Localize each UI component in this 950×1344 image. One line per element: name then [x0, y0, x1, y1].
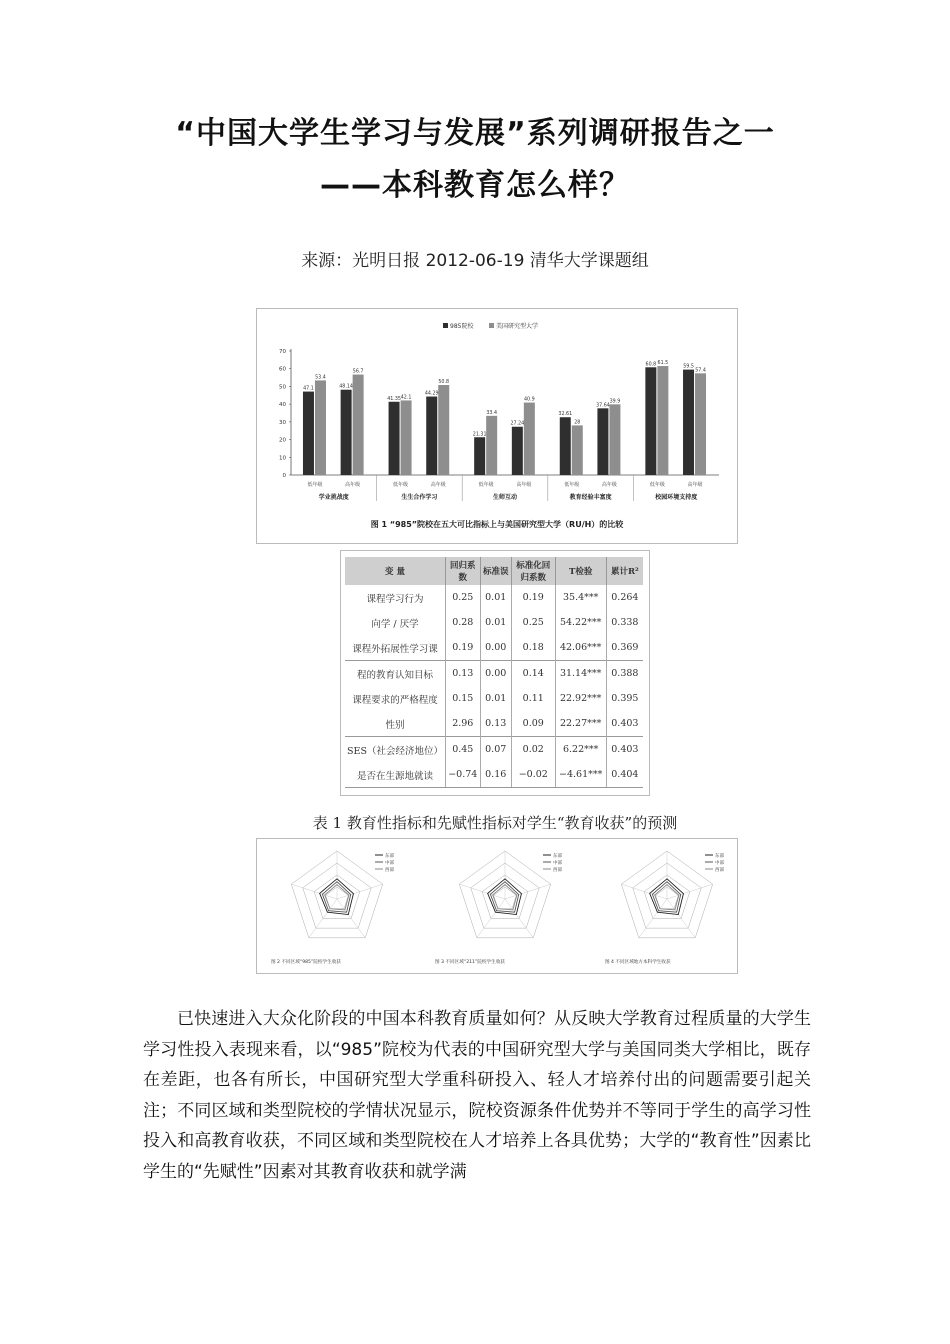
bar-us [486, 416, 497, 475]
table-cell: −4.61*** [555, 762, 606, 788]
table-cell: 0.13 [445, 661, 480, 687]
radar-charts [257, 839, 737, 973]
regression-table [345, 557, 643, 788]
y-tick-label: 60 [279, 366, 286, 373]
table-cell: 0.403 [611, 718, 639, 729]
legend-swatch-us [489, 323, 494, 328]
table-row [345, 686, 643, 711]
bar-value-label: 28 [574, 420, 581, 426]
category-label: 低年级 [307, 482, 323, 488]
table-cell: 0.388 [606, 661, 643, 687]
bar-chart-figure [256, 308, 738, 544]
table-cell: 2.96 [445, 711, 480, 737]
bar-985 [474, 437, 485, 475]
radar-series-polygon [493, 885, 517, 910]
table-cell: 0.395 [611, 693, 639, 704]
bar-value-label: 50.8 [438, 380, 450, 386]
y-tick-label: 40 [279, 402, 286, 409]
table-cell: 54.22*** [555, 610, 606, 635]
bar-value-label: 47.1 [303, 386, 314, 392]
group-label: 校园环境支持度 [655, 494, 698, 501]
bar-985 [426, 397, 437, 475]
radar-caption-211: 图 3 不同区域“211”院校学生收获 [435, 960, 505, 965]
table-cell: 22.92*** [555, 686, 606, 711]
chart-legend [443, 322, 538, 330]
bar-us [315, 380, 326, 475]
bar-chart [257, 309, 737, 543]
table-cell: 31.14*** [555, 661, 606, 687]
table-cell: 0.01 [480, 610, 511, 635]
table-cell: 0.09 [511, 711, 555, 737]
bar-us [438, 385, 449, 475]
category-label: 高年级 [345, 482, 361, 488]
radar-charts-figure [256, 838, 738, 974]
bar-985 [303, 392, 314, 475]
radar-legend-label: 东部 [715, 854, 724, 859]
radar-legend-label: 东部 [385, 854, 394, 859]
radar-series-polygon [322, 882, 350, 912]
bar-value-label: 27.24 [510, 421, 525, 427]
category-label: 低年级 [564, 482, 580, 488]
table-cell: 0.16 [480, 762, 511, 788]
table-cell: 0.00 [480, 635, 511, 661]
bar-value-label: 33.4 [486, 410, 498, 416]
table-cell: 0.404 [606, 762, 643, 788]
article-title-line1: “中国大学生学习与发展”系列调研报告之一 [175, 116, 775, 151]
bar-us [695, 373, 706, 475]
table-cell: 0.02 [511, 737, 555, 763]
table-cell: 0.01 [480, 585, 511, 610]
col-header-coef: 回归系数 [445, 557, 480, 585]
bar-value-label: 40.9 [523, 397, 535, 403]
radar-caption-985: 图 2 不同区域“985”院校学生收获 [271, 960, 341, 965]
y-tick-label: 50 [279, 384, 286, 391]
bar-us [401, 400, 412, 475]
bar-985 [512, 427, 523, 475]
col-header-std-coef: 标准化回归系数 [511, 557, 555, 585]
table-cell: 6.22*** [555, 737, 606, 763]
group-label: 生师互动 [492, 494, 518, 501]
article-title-line2: ——本科教育怎么样？ [320, 168, 630, 203]
bar-value-label: 56.7 [352, 369, 364, 375]
table-cell: 是否在生源地就读 [345, 762, 445, 788]
table-row [345, 635, 643, 661]
table-cell: −0.02 [511, 762, 555, 788]
legend-swatch-985 [443, 323, 448, 328]
bar-value-label: 41.35 [387, 396, 401, 402]
category-label: 低年级 [393, 482, 409, 488]
table-cell: 42.06*** [555, 635, 606, 661]
radar-series-polygon [325, 885, 349, 910]
y-tick-label: 10 [279, 455, 286, 462]
radar-legend-label: 西部 [553, 868, 562, 873]
bar-value-label: 32.61 [558, 412, 573, 418]
radar-axis-spoke [667, 884, 713, 899]
radar-axis-spoke [291, 884, 337, 899]
radar-legend-label: 西部 [715, 868, 724, 873]
table1-caption: 表 1 教育性指标和先赋性指标对学生“教育收获”的预测 [312, 814, 678, 832]
regression-table-figure [340, 550, 650, 796]
table-header-row [345, 557, 643, 585]
bar-us [353, 375, 364, 475]
bar-value-label: 59.5 [683, 364, 694, 370]
radar-legend-label: 东部 [553, 854, 562, 859]
table-cell: 向学 / 厌学 [345, 610, 445, 635]
radar-series-polygon [490, 882, 518, 912]
bar-value-label: 37.64 [596, 403, 610, 409]
table-cell: 0.07 [480, 737, 511, 763]
table-row [345, 762, 643, 788]
table-cell: 课程外拓展性学习课 [345, 635, 445, 661]
bar-985 [389, 402, 400, 475]
table-cell: 22.27*** [555, 711, 606, 737]
radar-axis-spoke [337, 884, 383, 899]
bar-value-label: 39.9 [609, 399, 621, 405]
radar-axis-spoke [621, 884, 667, 899]
y-tick-label: 20 [279, 437, 286, 444]
y-tick-label: 70 [279, 349, 286, 355]
category-label: 高年级 [601, 482, 617, 488]
y-tick-label: 30 [279, 419, 286, 426]
bar-value-label: 48.14 [339, 384, 353, 390]
table-cell: 0.19 [511, 585, 555, 610]
radar-axis-spoke [505, 884, 551, 899]
table-row [345, 711, 643, 737]
group-label: 学业挑战度 [318, 494, 349, 501]
body-paragraph: 已快速进入大众化阶段的中国本科教育质量如何？从反映大学教育过程质量的大学生学习性投入表现来看，以“985”院校为代表的中国研究型大学与美国同类大学相比，既存在差距，也各有所长，中国研究型大学重科研投入、轻人才培养付出的问题需要引起关注；不同区域和类型院校的学情状况显示，院校资源条件优势并不等同于学生的高学习性投入和高教育收获，不同区域和类型院校在人才培养上各具优势；大学的“教育性”因素比学生的“先赋性”因素对其教育收获和就学满 [143, 1009, 811, 1182]
bar-985 [560, 417, 571, 475]
bar-value-label: 53.4 [315, 375, 326, 381]
table-row [345, 585, 643, 610]
figure1-caption: 图 1 “985”院校在五大可比指标上与美国研究型大学（RU/H）的比较 [370, 520, 624, 529]
radar-series-polygon [652, 882, 680, 912]
table-cell: 0.28 [445, 610, 480, 635]
col-header-se: 标准误 [480, 557, 511, 585]
table-cell: −0.74 [445, 762, 480, 788]
table-cell: 课程学习行为 [345, 585, 445, 610]
group-label: 生生合作学习 [401, 494, 438, 501]
radar-series-polygon [655, 885, 679, 910]
table-cell: 课程要求的严格程度 [345, 686, 445, 711]
table-cell: 0.15 [445, 686, 480, 711]
category-label: 低年级 [649, 482, 665, 488]
radar-axis-spoke [459, 884, 505, 899]
col-header-variable: 变 量 [345, 557, 445, 585]
table-cell: SES（社会经济地位） [345, 737, 445, 763]
col-header-t-test: T检验 [555, 557, 606, 585]
table-cell: 0.45 [445, 737, 480, 763]
bar-us [572, 425, 583, 475]
table-row [345, 610, 643, 635]
category-label: 高年级 [430, 482, 446, 488]
bar-value-label: 60.8 [645, 362, 657, 368]
table-cell: 0.14 [511, 661, 555, 687]
category-label: 高年级 [516, 482, 532, 488]
bar-value-label: 61.5 [657, 361, 669, 367]
table-cell: 0.19 [445, 635, 480, 661]
table-cell: 0.369 [611, 642, 639, 653]
table-row [345, 737, 643, 763]
col-header-cum-r2: 累计R² [606, 557, 643, 585]
table-row [345, 661, 643, 687]
bar-value-label: 21.31 [472, 432, 487, 438]
bar-985 [341, 390, 352, 475]
group-label: 教育经验丰富度 [569, 494, 612, 501]
radar-legend-label: 西部 [385, 868, 394, 873]
table-cell: 性别 [345, 711, 445, 737]
category-label: 低年级 [478, 482, 494, 488]
table-cell: 0.00 [480, 661, 511, 687]
table-cell: 0.18 [511, 635, 555, 661]
bar-985 [683, 370, 694, 475]
legend-label-us: 美国研究型大学 [496, 323, 539, 330]
table-cell: 程的教育认知目标 [345, 661, 445, 687]
table-cell: 0.25 [445, 585, 480, 610]
table-cell: 0.13 [480, 711, 511, 737]
table-cell: 35.4*** [555, 585, 606, 610]
article-source: 来源：光明日报 2012-06-19 清华大学课题组 [301, 251, 649, 271]
table-cell: 0.01 [480, 686, 511, 711]
category-label: 高年级 [687, 482, 703, 488]
table-cell: 0.11 [511, 686, 555, 711]
radar-legend-label: 中部 [385, 861, 394, 866]
table-cell: 0.338 [611, 617, 639, 628]
bar-value-label: 57.4 [695, 368, 706, 374]
bar-us [609, 404, 620, 475]
y-tick-label: 0 [282, 473, 286, 479]
table-cell: 0.264 [611, 592, 639, 603]
bar-985 [597, 408, 608, 475]
bar-985 [645, 367, 656, 475]
table-cell: 0.25 [511, 610, 555, 635]
bar-value-label: 42.1 [400, 395, 412, 401]
radar-legend-label: 中部 [715, 861, 724, 866]
bar-us [524, 403, 535, 475]
legend-label-985: 985院校 [450, 323, 474, 330]
radar-caption-local: 图 4 不同区域地方本科学生收获 [605, 960, 671, 965]
radar-legend-label: 中部 [553, 861, 562, 866]
bar-value-label: 44.29 [424, 391, 439, 397]
table-cell: 0.403 [606, 737, 643, 763]
bar-us [657, 366, 668, 475]
